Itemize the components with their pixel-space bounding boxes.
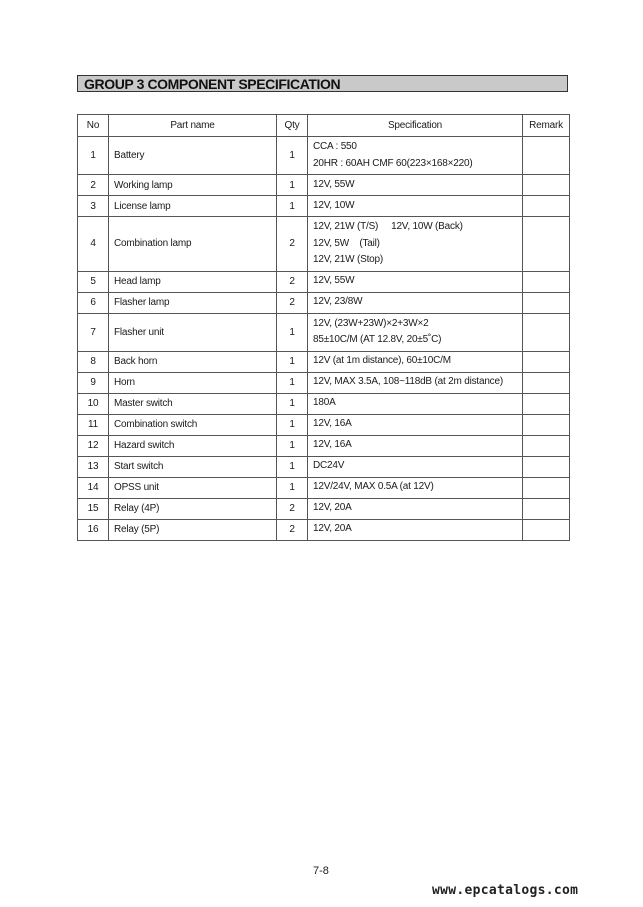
table-row	[78, 217, 570, 272]
specification	[308, 414, 523, 435]
quantity: 1	[277, 393, 308, 414]
specification	[308, 175, 523, 196]
page-number: 7-8	[313, 865, 329, 877]
part-name: OPSS unit	[109, 477, 277, 498]
table-row	[78, 393, 570, 414]
specification-line: 12V, 16A	[313, 439, 352, 451]
row-number: 13	[78, 456, 109, 477]
row-number: 4	[78, 217, 109, 272]
watermark-text: www.epcatalogs.com	[432, 883, 579, 898]
specification-line: CCA : 550	[313, 141, 357, 152]
quantity: 1	[277, 351, 308, 372]
part-name: Hazard switch	[109, 435, 277, 456]
row-number: 11	[78, 414, 109, 435]
specification-line: 12V, 23/8W	[313, 296, 363, 308]
row-number: 6	[78, 292, 109, 313]
specification-line: 12V, 5W (Tail)	[313, 237, 380, 249]
remark	[523, 217, 570, 272]
table-row	[78, 351, 570, 372]
part-name: Flasher unit	[109, 313, 277, 351]
table-row	[78, 519, 570, 540]
specification-line: 12V, 16A	[313, 418, 352, 430]
specification	[308, 372, 523, 393]
table-row	[78, 292, 570, 313]
row-number: 9	[78, 372, 109, 393]
specification	[308, 519, 523, 540]
part-name: Master switch	[109, 393, 277, 414]
row-number: 5	[78, 271, 109, 292]
quantity: 1	[277, 196, 308, 217]
remark	[523, 456, 570, 477]
quantity: 1	[277, 435, 308, 456]
specification	[308, 137, 523, 175]
table-row	[78, 435, 570, 456]
table-row	[78, 313, 570, 351]
remark	[523, 292, 570, 313]
part-name: Working lamp	[109, 175, 277, 196]
specification-line: 12V, 20A	[313, 523, 352, 535]
table-body	[78, 137, 570, 541]
column-header-remark: Remark	[523, 115, 570, 137]
part-name: Head lamp	[109, 271, 277, 292]
remark	[523, 175, 570, 196]
row-number: 2	[78, 175, 109, 196]
quantity: 2	[277, 519, 308, 540]
component-spec-table	[77, 114, 570, 541]
specification-line: 12V, 55W	[313, 275, 355, 287]
specification-line: 12V, 10W	[313, 199, 355, 211]
section-title-bar	[77, 75, 568, 92]
specification	[308, 313, 523, 351]
part-name: Back horn	[109, 351, 277, 372]
specification-line: 12V, MAX 3.5A, 108~118dB (at 2m distance)	[313, 376, 503, 388]
row-number: 14	[78, 477, 109, 498]
remark	[523, 271, 570, 292]
specification-line: 12V, 20A	[313, 502, 352, 514]
specification	[308, 351, 523, 372]
specification-line: 85±10C/M (AT 12.8V, 20±5˚C)	[313, 334, 442, 345]
remark	[523, 313, 570, 351]
specification-line: DC24V	[313, 460, 345, 472]
column-header-qty: Qty	[277, 115, 308, 137]
part-name: License lamp	[109, 196, 277, 217]
part-name: Relay (5P)	[109, 519, 277, 540]
specification	[308, 292, 523, 313]
specification-line: 12V/24V, MAX 0.5A (at 12V)	[313, 481, 434, 493]
remark	[523, 519, 570, 540]
row-number: 10	[78, 393, 109, 414]
remark	[523, 196, 570, 217]
table-row	[78, 271, 570, 292]
quantity: 2	[277, 498, 308, 519]
column-header-part-name: Part name	[109, 115, 277, 137]
specification	[308, 196, 523, 217]
specification-line: 20HR : 60AH CMF 60(223×168×220)	[313, 157, 473, 169]
table-row	[78, 175, 570, 196]
part-name: Combination switch	[109, 414, 277, 435]
specification	[308, 217, 523, 272]
remark	[523, 351, 570, 372]
quantity: 1	[277, 137, 308, 175]
specification	[308, 393, 523, 414]
table-row	[78, 372, 570, 393]
row-number: 7	[78, 313, 109, 351]
row-number: 8	[78, 351, 109, 372]
specification-line: 180A	[313, 397, 336, 409]
row-number: 12	[78, 435, 109, 456]
remark	[523, 393, 570, 414]
quantity: 1	[277, 175, 308, 196]
quantity: 2	[277, 217, 308, 272]
specification-line: 12V, 55W	[313, 178, 355, 190]
remark	[523, 372, 570, 393]
specification	[308, 271, 523, 292]
table-row	[78, 137, 570, 175]
table-row	[78, 498, 570, 519]
part-name: Start switch	[109, 456, 277, 477]
row-number: 15	[78, 498, 109, 519]
row-number: 16	[78, 519, 109, 540]
remark	[523, 414, 570, 435]
specification	[308, 477, 523, 498]
specification-line: 12V, 21W (Stop)	[313, 254, 384, 265]
quantity: 1	[277, 372, 308, 393]
row-number: 1	[78, 137, 109, 175]
quantity: 1	[277, 456, 308, 477]
quantity: 2	[277, 292, 308, 313]
specification	[308, 456, 523, 477]
table-row	[78, 196, 570, 217]
column-header-no: No	[78, 115, 109, 137]
section-title: GROUP 3 COMPONENT SPECIFICATION	[84, 76, 341, 92]
table-row	[78, 456, 570, 477]
quantity: 1	[277, 313, 308, 351]
specification	[308, 435, 523, 456]
remark	[523, 477, 570, 498]
part-name: Combination lamp	[109, 217, 277, 272]
row-number: 3	[78, 196, 109, 217]
part-name: Horn	[109, 372, 277, 393]
quantity: 1	[277, 414, 308, 435]
remark	[523, 498, 570, 519]
table-header-row	[78, 115, 570, 137]
table-row	[78, 414, 570, 435]
remark	[523, 435, 570, 456]
table-row	[78, 477, 570, 498]
remark	[523, 137, 570, 175]
column-header-specification: Specification	[308, 115, 523, 137]
quantity: 1	[277, 477, 308, 498]
part-name: Flasher lamp	[109, 292, 277, 313]
specification-line: 12V, 21W (T/S) 12V, 10W (Back)	[313, 221, 463, 232]
specification-line: 12V, (23W+23W)×2+3W×2	[313, 317, 429, 329]
specification-line: 12V (at 1m distance), 60±10C/M	[313, 355, 451, 367]
part-name: Battery	[109, 137, 277, 175]
specification	[308, 498, 523, 519]
part-name: Relay (4P)	[109, 498, 277, 519]
quantity: 2	[277, 271, 308, 292]
